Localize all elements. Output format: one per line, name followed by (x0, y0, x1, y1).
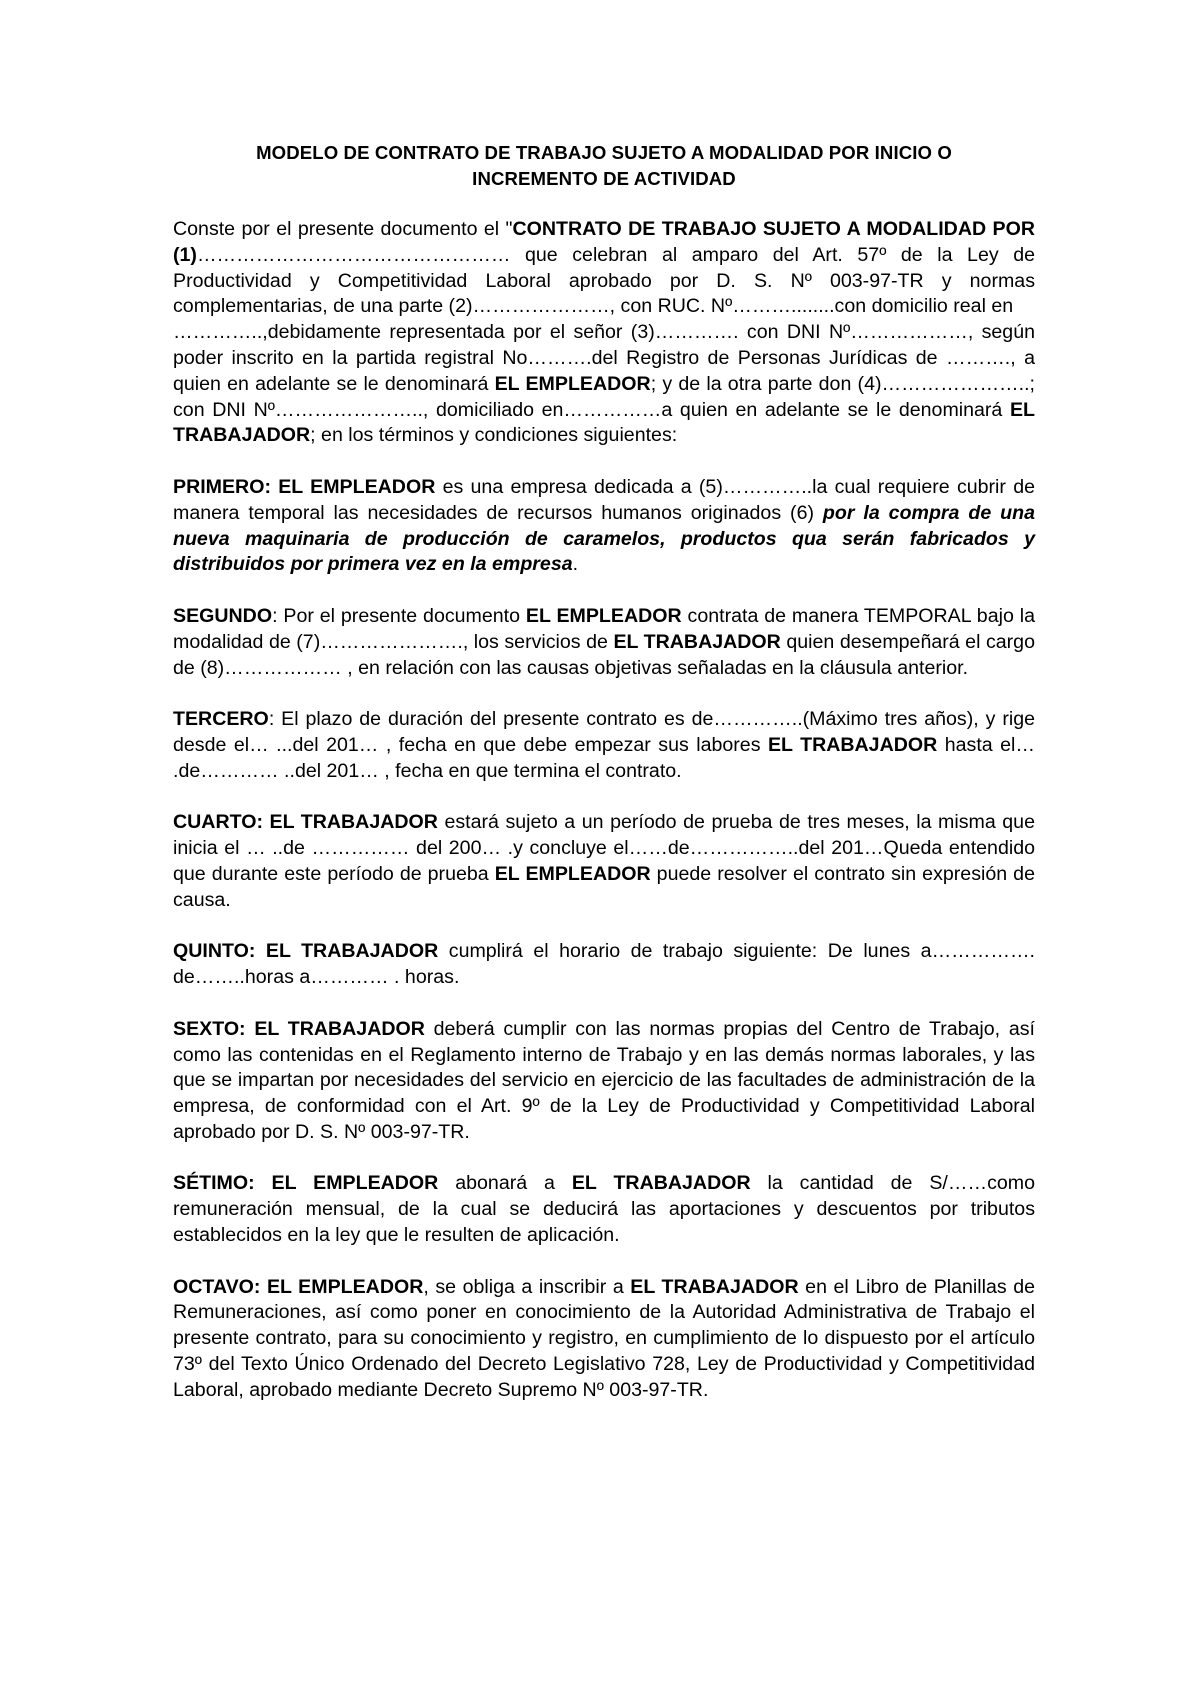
clause-text: cumplirá el horario de trabajo siguiente: De lunes a……………. de……..horas a………… . horas. (173, 940, 1035, 989)
clause-text: quien desempeñará el cargo de (8)……………… , en relación con las causas objetivas señaladas en la cláusula anterior. (173, 630, 1035, 679)
trabajador-bold: EL TRABAJADOR (613, 630, 781, 653)
empleador-bold: EL EMPLEADOR (494, 372, 651, 395)
clause-text: abonará a (438, 1172, 572, 1195)
clause-text: : El plazo de duración del presente contrato es de…………..(Máximo tres años), y rige desde el… ...del 201… , fecha en que debe empezar sus labores (173, 708, 1035, 756)
empleador-bold: EL EMPLEADOR (494, 862, 651, 885)
clause-segundo (173, 604, 1035, 681)
clause-octavo (173, 1275, 1035, 1404)
clause-text: : Por el presente documento (272, 604, 526, 627)
intro-text-2: ………………………………………… que celebran al amparo del Art. 57º de la Ley de Productividad y Competitividad Laboral aprobado por D. S. Nº 003-97-TR y normas complementarias, de una parte (2)…………………, con RUC. Nº………........con domicilio real en (173, 243, 1035, 318)
clause-text: hasta el… .de………… ..del 201… , fecha en que termina el contrato. (173, 733, 1035, 782)
document-title (173, 140, 1035, 192)
clause-text: deberá cumplir con las normas propias del Centro de Trabajo, así como las contenidas en el Reglamento interno de Trabajo y en las demás normas laborales, y las que se impartan por necesidades del servicio en ejercicio de las facultades de administración de la empresa, de conformidad con el Art. 9º de la Ley de Productividad y Competitividad Laboral aprobado por D. S. Nº 003-97-TR. (173, 1017, 1035, 1143)
clause-text: contrata de manera TEMPORAL bajo la modalidad de (7)…………………., los servicios de (173, 604, 1035, 653)
intro-text-4: ; y de la otra parte don (4)…………………..; con DNI Nº………………….., domiciliado en……………a quien en adelante se le denominará (173, 372, 1035, 421)
clause-text: en el Libro de Planillas de Remuneraciones, así como poner en conocimiento de la Autoridad Administrativa de Trabajo el presente contrato, para su conocimiento y registro, en cumplimiento de lo dispuesto por el artículo 73º del Texto Único Ordenado del Decreto Legislativo 728, Ley de Productividad y Competitividad Laboral, aprobado mediante Decreto Supremo Nº 003-97-TR. (173, 1275, 1035, 1401)
empleador-bold: EL EMPLEADOR (525, 604, 682, 627)
clause-heading: SEGUNDO (173, 604, 273, 627)
clause-primero (173, 475, 1035, 578)
intro-text-5: ; en los términos y condiciones siguientes: (310, 424, 678, 447)
clause-text: puede resolver el contrato sin expresión de causa. (173, 862, 1035, 911)
title-line-1: MODELO DE CONTRATO DE TRABAJO SUJETO A MODALIDAD POR INICIO O (256, 142, 952, 163)
trabajador-bold: EL TRABAJADOR (571, 1172, 751, 1195)
clause-text: es una empresa dedicada a (5)…………..la cual requiere cubrir de manera temporal las necesidades de recursos humanos originados (6) (173, 475, 1035, 524)
intro-text-3: …………..,debidamente representada por el señor (3)…………. con DNI Nº………………, según poder inscrito en la partida registral No……….del Registro de Personas Jurídicas de ………., a quien en adelante se le denominará (173, 321, 1035, 395)
trabajador-bold: EL TRABAJADOR (767, 733, 938, 756)
intro-text-1: Conste por el presente documento el " (173, 218, 513, 240)
clause-cuarto (173, 810, 1035, 913)
clause-text: la cantidad de S/……como remuneración mensual, de la cual se deducirá las aportaciones y descuentos por tributos establecidos en la ley que le resulten de aplicación. (173, 1172, 1035, 1247)
title-line-2: INCREMENTO DE ACTIVIDAD (472, 168, 736, 189)
intro-paragraph (173, 217, 1035, 449)
contract-name-bold: CONTRATO DE TRABAJO SUJETO A MODALIDAD POR (1) (173, 218, 1035, 266)
trabajador-bold: EL TRABAJADOR (173, 398, 1035, 447)
clause-emphasis: por la compra de una nueva maquinaria de producción de caramelos, productos qua serán fabricados y distribuidos por primera vez en la empresa (173, 501, 1035, 576)
clause-heading: OCTAVO: EL EMPLEADOR (173, 1275, 424, 1298)
clause-quinto (173, 939, 1035, 991)
clause-text: , se obliga a inscribir a (423, 1275, 631, 1298)
clause-text: estará sujeto a un período de prueba de tres meses, la misma que inicia el … ..de …………… del 200… .y concluye el……de……………..del 201…Queda entendido que durante este período de prueba (173, 811, 1035, 885)
clause-heading: PRIMERO: EL EMPLEADOR (173, 475, 436, 498)
clause-sexto (173, 1017, 1035, 1146)
clause-heading: SÉTIMO: EL EMPLEADOR (173, 1172, 439, 1195)
clause-tercero (173, 707, 1035, 784)
clause-heading: CUARTO: EL TRABAJADOR (173, 811, 438, 834)
clause-setimo (173, 1171, 1035, 1248)
clause-heading: TERCERO (173, 708, 269, 731)
trabajador-bold: EL TRABAJADOR (630, 1275, 799, 1298)
document-body (173, 140, 1035, 1404)
clause-heading: QUINTO: EL TRABAJADOR (173, 940, 439, 963)
clause-heading: SEXTO: EL TRABAJADOR (173, 1017, 425, 1040)
clause-text-end: . (572, 553, 579, 576)
